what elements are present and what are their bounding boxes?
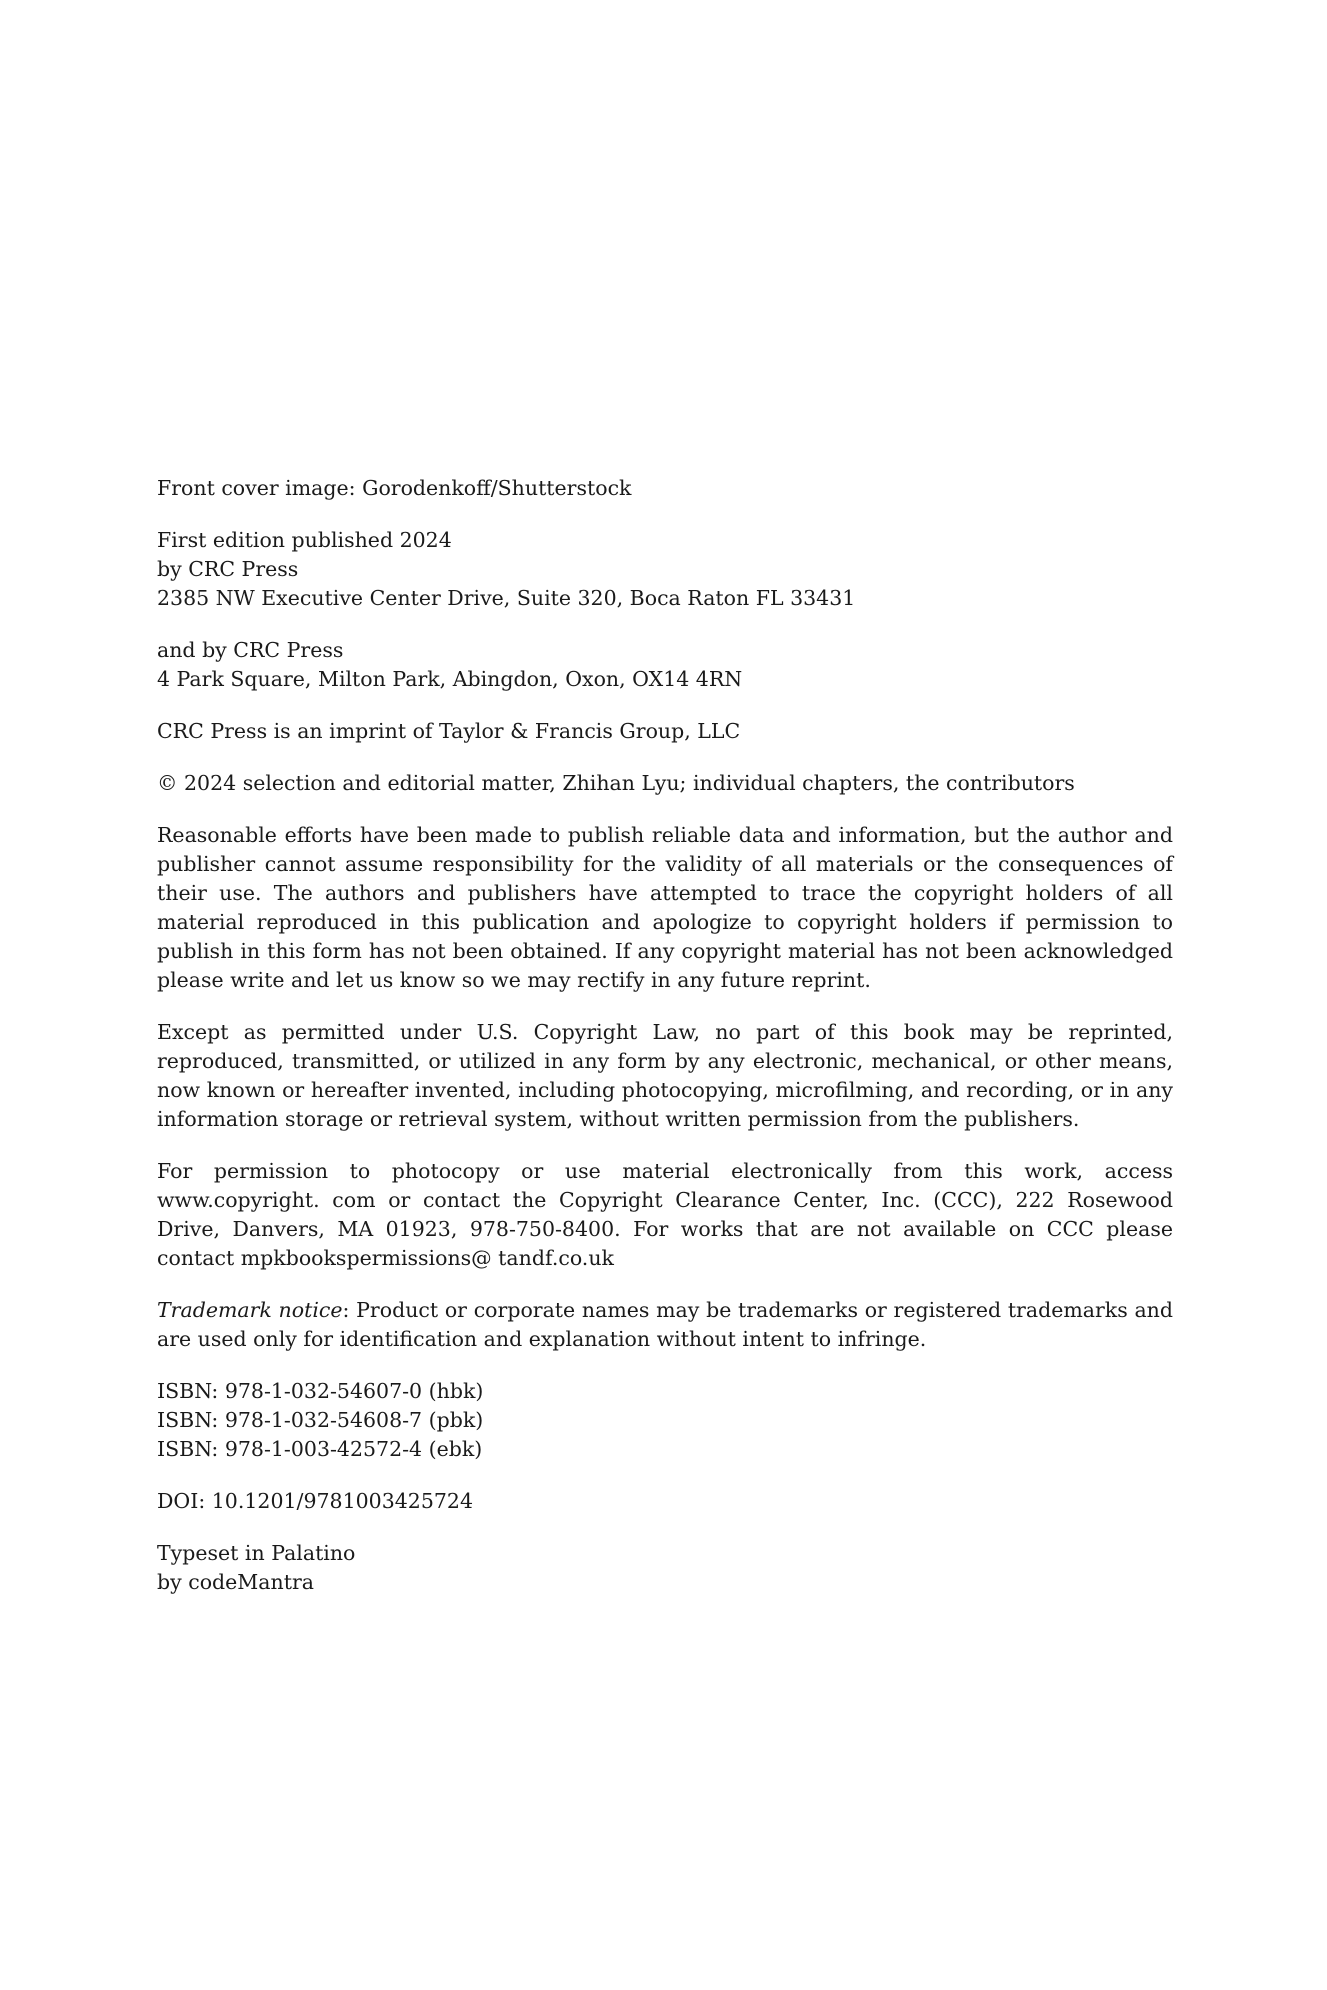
isbn-hbk: ISBN: 978-1-032-54607-0 (hbk) <box>157 1379 484 1403</box>
permissions-paragraph: For permission to photocopy or use material electronically from this work, access www.copyright. com or contact the Copyright Clearance Center, Inc. (CCC), 222 Rosewood Drive, Danvers, MA 01923, 978-750-8400. For works that are not available on CCC please contact mpkbookspermissions@ tandf.co.uk <box>157 1159 1173 1270</box>
uk-publisher-address: 4 Park Square, Milton Park, Abingdon, Oxon, OX14 4RN <box>157 667 743 691</box>
typeset-by-line: by codeMantra <box>157 1570 314 1594</box>
trademark-label: Trademark notice <box>157 1298 343 1322</box>
cover-credit: Front cover image: Gorodenkoff/Shutterstock <box>157 476 632 500</box>
typeset-block <box>157 1539 1173 1597</box>
doi-block <box>157 1487 1173 1516</box>
rights-paragraph: Except as permitted under U.S. Copyright Law, no part of this book may be reprinted, reproduced, transmitted, or utilized in any form by any electronic, mechanical, or other means, now known or hereafter invented, including photocopying, microfilming, and recording, or in any information storage or retrieval system, without written permission from the publishers. <box>157 1020 1173 1131</box>
disclaimer-paragraph: Reasonable efforts have been made to publish reliable data and information, but the author and publisher cannot assume responsibility for the validity of all materials or the consequences of their use. The authors and publishers have attempted to trace the copyright holders of all material reproduced in this publication and apologize to copyright holders if permission to publish in this form has not been obtained. If any copyright material has not been acknowledged please write and let us know so we may rectify in any future reprint. <box>157 823 1173 992</box>
isbn-pbk: ISBN: 978-1-032-54608-7 (pbk) <box>157 1408 484 1432</box>
doi-line: DOI: 10.1201/9781003425724 <box>157 1489 473 1513</box>
cover-credit-block <box>157 474 1173 503</box>
imprint-statement: CRC Press is an imprint of Taylor & Francis Group, LLC <box>157 719 741 743</box>
publication-block <box>157 526 1173 613</box>
edition-line: First edition published 2024 <box>157 528 452 552</box>
publisher-line: by CRC Press <box>157 557 299 581</box>
uk-publisher-line: and by CRC Press <box>157 638 344 662</box>
trademark-text: : Product or corporate names may be trademarks or registered trademarks and are used only for identification and explanation without intent to infringe. <box>157 1298 1173 1351</box>
isbn-ebk: ISBN: 978-1-003-42572-4 (ebk) <box>157 1437 483 1461</box>
trademark-paragraph <box>157 1296 1173 1354</box>
copyright-statement: © 2024 selection and editorial matter, Zhihan Lyu; individual chapters, the contributors <box>157 771 1075 795</box>
publisher-address: 2385 NW Executive Center Drive, Suite 320, Boca Raton FL 33431 <box>157 586 856 610</box>
isbn-block <box>157 1377 1173 1464</box>
copyright-page <box>157 474 1173 1620</box>
copyright-block <box>157 769 1173 798</box>
imprint-block <box>157 717 1173 746</box>
uk-publication-block <box>157 636 1173 694</box>
typeset-font-line: Typeset in Palatino <box>157 1541 356 1565</box>
